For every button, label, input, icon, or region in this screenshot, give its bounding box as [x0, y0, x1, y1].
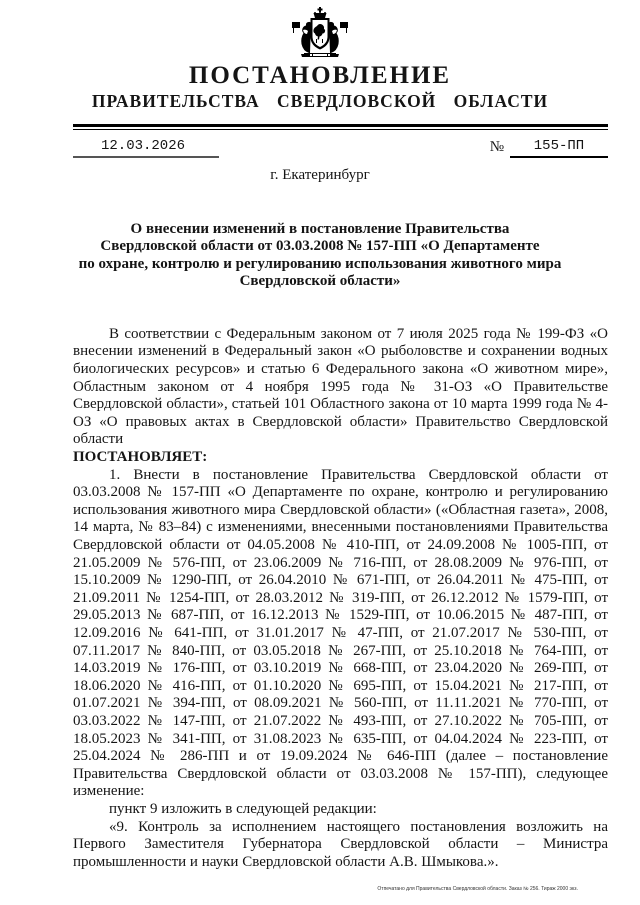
title-line: по охране, контролю и регулированию использования животного мира — [78, 255, 562, 272]
number-sign-label: № — [489, 138, 504, 155]
date-number-row — [73, 134, 608, 158]
document-date: 12.03.2026 — [73, 138, 219, 158]
divider-thick-line — [73, 124, 608, 127]
paragraph-item-1-new-wording: «9. Контроль за исполнением настоящего постановления возложить на Первого Заместителя Губернатора Свердловской области – Министра промышленности и науки Свердловской области А.В. Шмыкова.». — [73, 818, 608, 870]
sverdlovsk-coat-of-arms-icon — [290, 7, 350, 61]
print-imprint: Отпечатано для Правительства Свердловской области. Заказ № 256. Тираж 2000 экз. — [377, 886, 578, 892]
paragraph-item-1: 1. Внести в постановление Правительства Свердловской области от 03.03.2008 № 157-ПП «О Департаменте по охране, контролю и регулированию использования животного мира Свердловской области» («Областная газета», 2008, 14 марта, № 83–84) с изменениями, внесенными постановлениями Правительства Свердловской области от 04.05.2008 № 410-ПП, от 24.09.2008 № 1005-ПП, от 21.05.2009 № 576-ПП, от 23.06.2009 № 716-ПП, от 28.08.2009 № 976-ПП, от 15.10.2009 № 1290-ПП, от 26.04.2010 № 671-ПП, от 26.04.2011 № 475-ПП, от 21.09.2011 № 1254-ПП, от 28.03.2012 № 319-ПП, от 26.12.2012 № 1579-ПП, от 29.05.2013 № 687-ПП, от 16.12.2013 № 1529-ПП, от 10.06.2015 № 487-ПП, от 12.09.2016 № 641-ПП, от 31.01.2017 № 47-ПП, от 21.07.2017 № 530-ПП, от 07.11.2017 № 840-ПП, от 03.05.2018 № 267-ПП, от 25.10.2018 № 764-ПП, от 14.03.2019 № 176-ПП, от 03.10.2019 № 668-ПП, от 23.04.2020 № 269-ПП, от 18.06.2020 № 416-ПП, от 01.10.2020 № 695-ПП, от 15.04.2021 № 217-ПП, от 01.07.2021 № 394-ПП, от 08.09.2021 № 560-ПП, от 11.11.2021 № 770-ПП, от 03.03.2022 № 147-ПП, от 21.07.2022 № 493-ПП, от 27.10.2022 № 705-ПП, от 18.05.2023 № 341-ПП, от 31.08.2023 № 635-ПП, от 04.04.2024 № 223-ПП, от 25.04.2024 № 286-ПП и от 19.09.2024 № 646-ПП (далее – постановление Правительства Свердловской области от 03.03.2008 № 157-ПП), следующее изменение: — [73, 466, 608, 800]
issuer-name-heading: ПРАВИТЕЛЬСТВА СВЕРДЛОВСКОЙ ОБЛАСТИ — [91, 91, 549, 111]
city-line: г. Екатеринбург — [270, 166, 370, 183]
title-line: Свердловской области» — [239, 273, 401, 290]
paragraph-item-1-instruction: пункт 9 изложить в следующей редакции: — [109, 800, 377, 817]
paragraph-preamble: В соответствии с Федеральным законом от 7 июля 2025 года № 199-ФЗ «О внесении изменений в Федеральный закон «О рыболовстве и сохранении водных биологических ресурсов» и статью 6 Федерального закона «О животном мире», Областным законом от 4 ноября 1995 года № 31-ОЗ «О Правительстве Свердловской области», статьей 101 Областного закона от 10 марта 1999 года № 4-ОЗ «О правовых актах в Свердловской области» Правительство Свердловской области — [73, 325, 608, 448]
document-number: 155-ПП — [510, 138, 608, 158]
header-divider — [73, 124, 608, 130]
title-line: Свердловской области от 03.03.2008 № 157-ПП «О Департаменте — [100, 238, 540, 255]
title-line: О внесении изменений в постановление Правительства — [130, 220, 510, 237]
paragraph-resolves-word: ПОСТАНОВЛЯЕТ: — [73, 449, 208, 466]
document-number-group — [490, 138, 608, 158]
document-type-heading: ПОСТАНОВЛЕНИЕ — [188, 62, 452, 89]
divider-thin-line — [73, 129, 608, 130]
emblem-container — [0, 0, 640, 61]
document-title — [0, 221, 640, 291]
document-body — [73, 326, 608, 871]
